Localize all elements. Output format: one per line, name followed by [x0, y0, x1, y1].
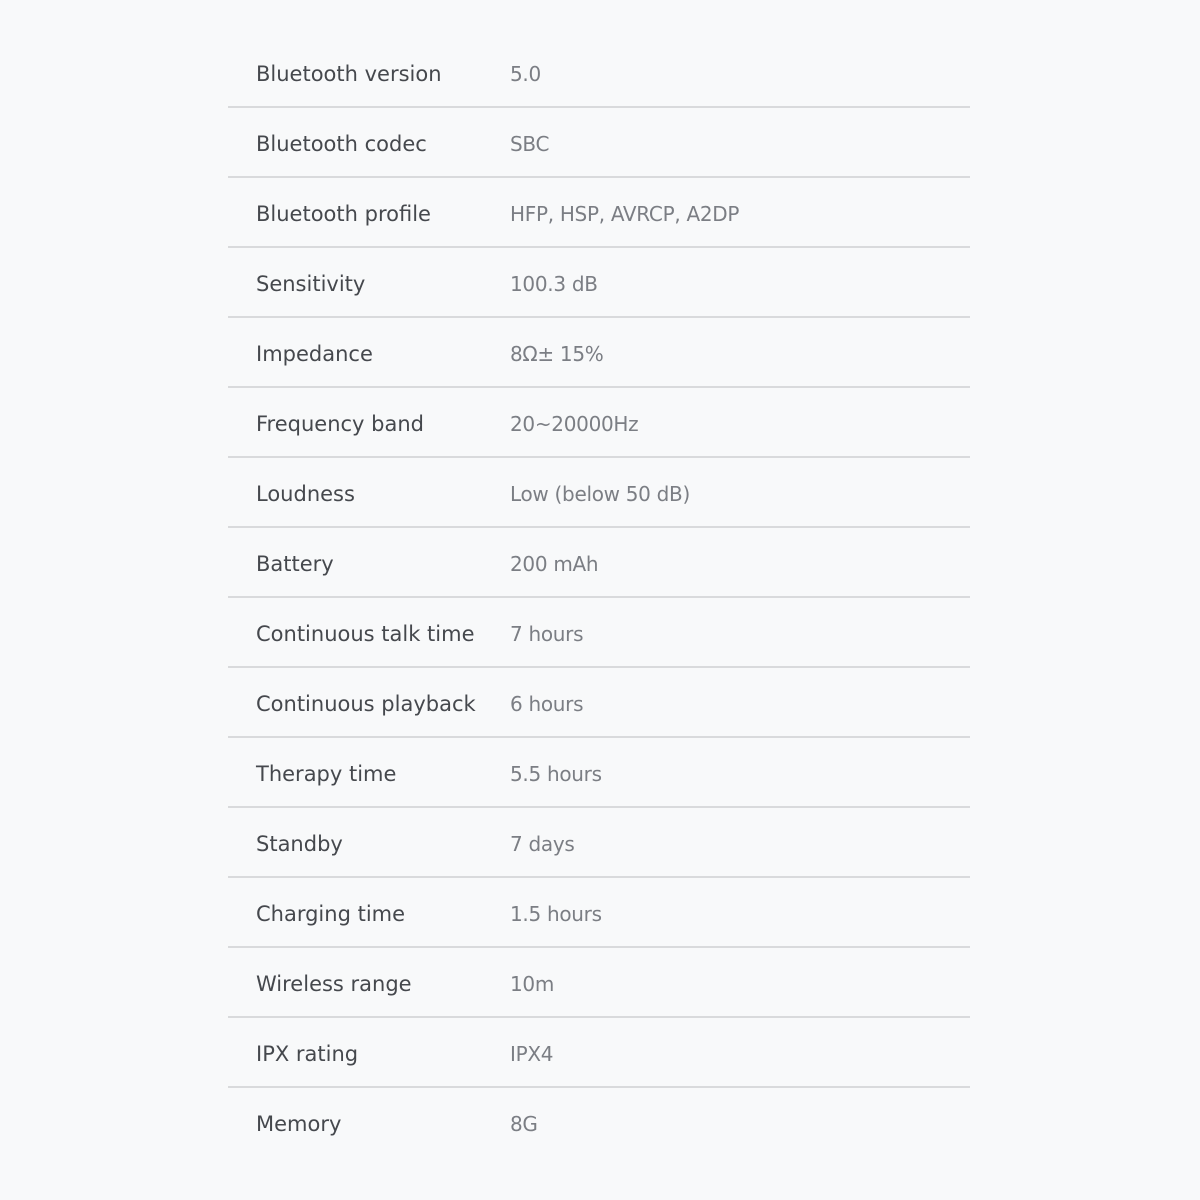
spec-row-sensitivity — [228, 248, 970, 318]
spec-row-bluetooth-codec — [228, 108, 970, 178]
spec-value: 1.5 hours — [510, 902, 602, 926]
spec-value: 200 mAh — [510, 552, 599, 576]
spec-label: Battery — [256, 552, 334, 576]
spec-row-wireless-range — [228, 948, 970, 1018]
spec-row-loudness — [228, 458, 970, 528]
spec-value: 6 hours — [510, 692, 584, 716]
spec-value: 5.5 hours — [510, 762, 602, 786]
spec-row-standby — [228, 808, 970, 878]
spec-value: 8G — [510, 1112, 538, 1136]
spec-value: SBC — [510, 132, 550, 156]
spec-label: Therapy time — [256, 762, 397, 786]
spec-value: 10m — [510, 972, 555, 996]
spec-label: Charging time — [256, 902, 406, 926]
spec-label: Bluetooth version — [256, 62, 442, 86]
spec-row-continuous-playback — [228, 668, 970, 738]
spec-row-impedance — [228, 318, 970, 388]
spec-value: 8Ω± 15% — [510, 342, 604, 366]
spec-label: Loudness — [256, 482, 355, 506]
spec-label: Memory — [256, 1112, 342, 1136]
spec-row-memory — [228, 1088, 970, 1158]
spec-label: Wireless range — [256, 972, 412, 996]
spec-value: 100.3 dB — [510, 272, 598, 296]
spec-row-frequency-band — [228, 388, 970, 458]
spec-row-charging-time — [228, 878, 970, 948]
spec-label: Continuous talk time — [256, 622, 475, 646]
spec-label: Continuous playback — [256, 692, 476, 716]
spec-label: IPX rating — [256, 1042, 359, 1066]
spec-row-therapy-time — [228, 738, 970, 808]
spec-value: IPX4 — [510, 1042, 554, 1066]
spec-label: Bluetooth profile — [256, 202, 431, 226]
spec-row-ipx-rating — [228, 1018, 970, 1088]
spec-value: 20~20000Hz — [510, 412, 639, 436]
spec-label: Sensitivity — [256, 272, 366, 296]
spec-value: HFP, HSP, AVRCP, A2DP — [510, 202, 740, 226]
spec-value: Low (below 50 dB) — [510, 482, 690, 506]
spec-label: Standby — [256, 832, 343, 856]
spec-value: 5.0 — [510, 62, 541, 86]
spec-row-continuous-talk-time — [228, 598, 970, 668]
spec-label: Impedance — [256, 342, 373, 366]
spec-row-bluetooth-profile — [228, 178, 970, 248]
spec-row-battery — [228, 528, 970, 598]
spec-label: Bluetooth codec — [256, 132, 427, 156]
spec-table — [228, 38, 970, 1158]
spec-value: 7 hours — [510, 622, 584, 646]
spec-value: 7 days — [510, 832, 575, 856]
spec-label: Frequency band — [256, 412, 424, 436]
spec-row-bluetooth-version — [228, 38, 970, 108]
